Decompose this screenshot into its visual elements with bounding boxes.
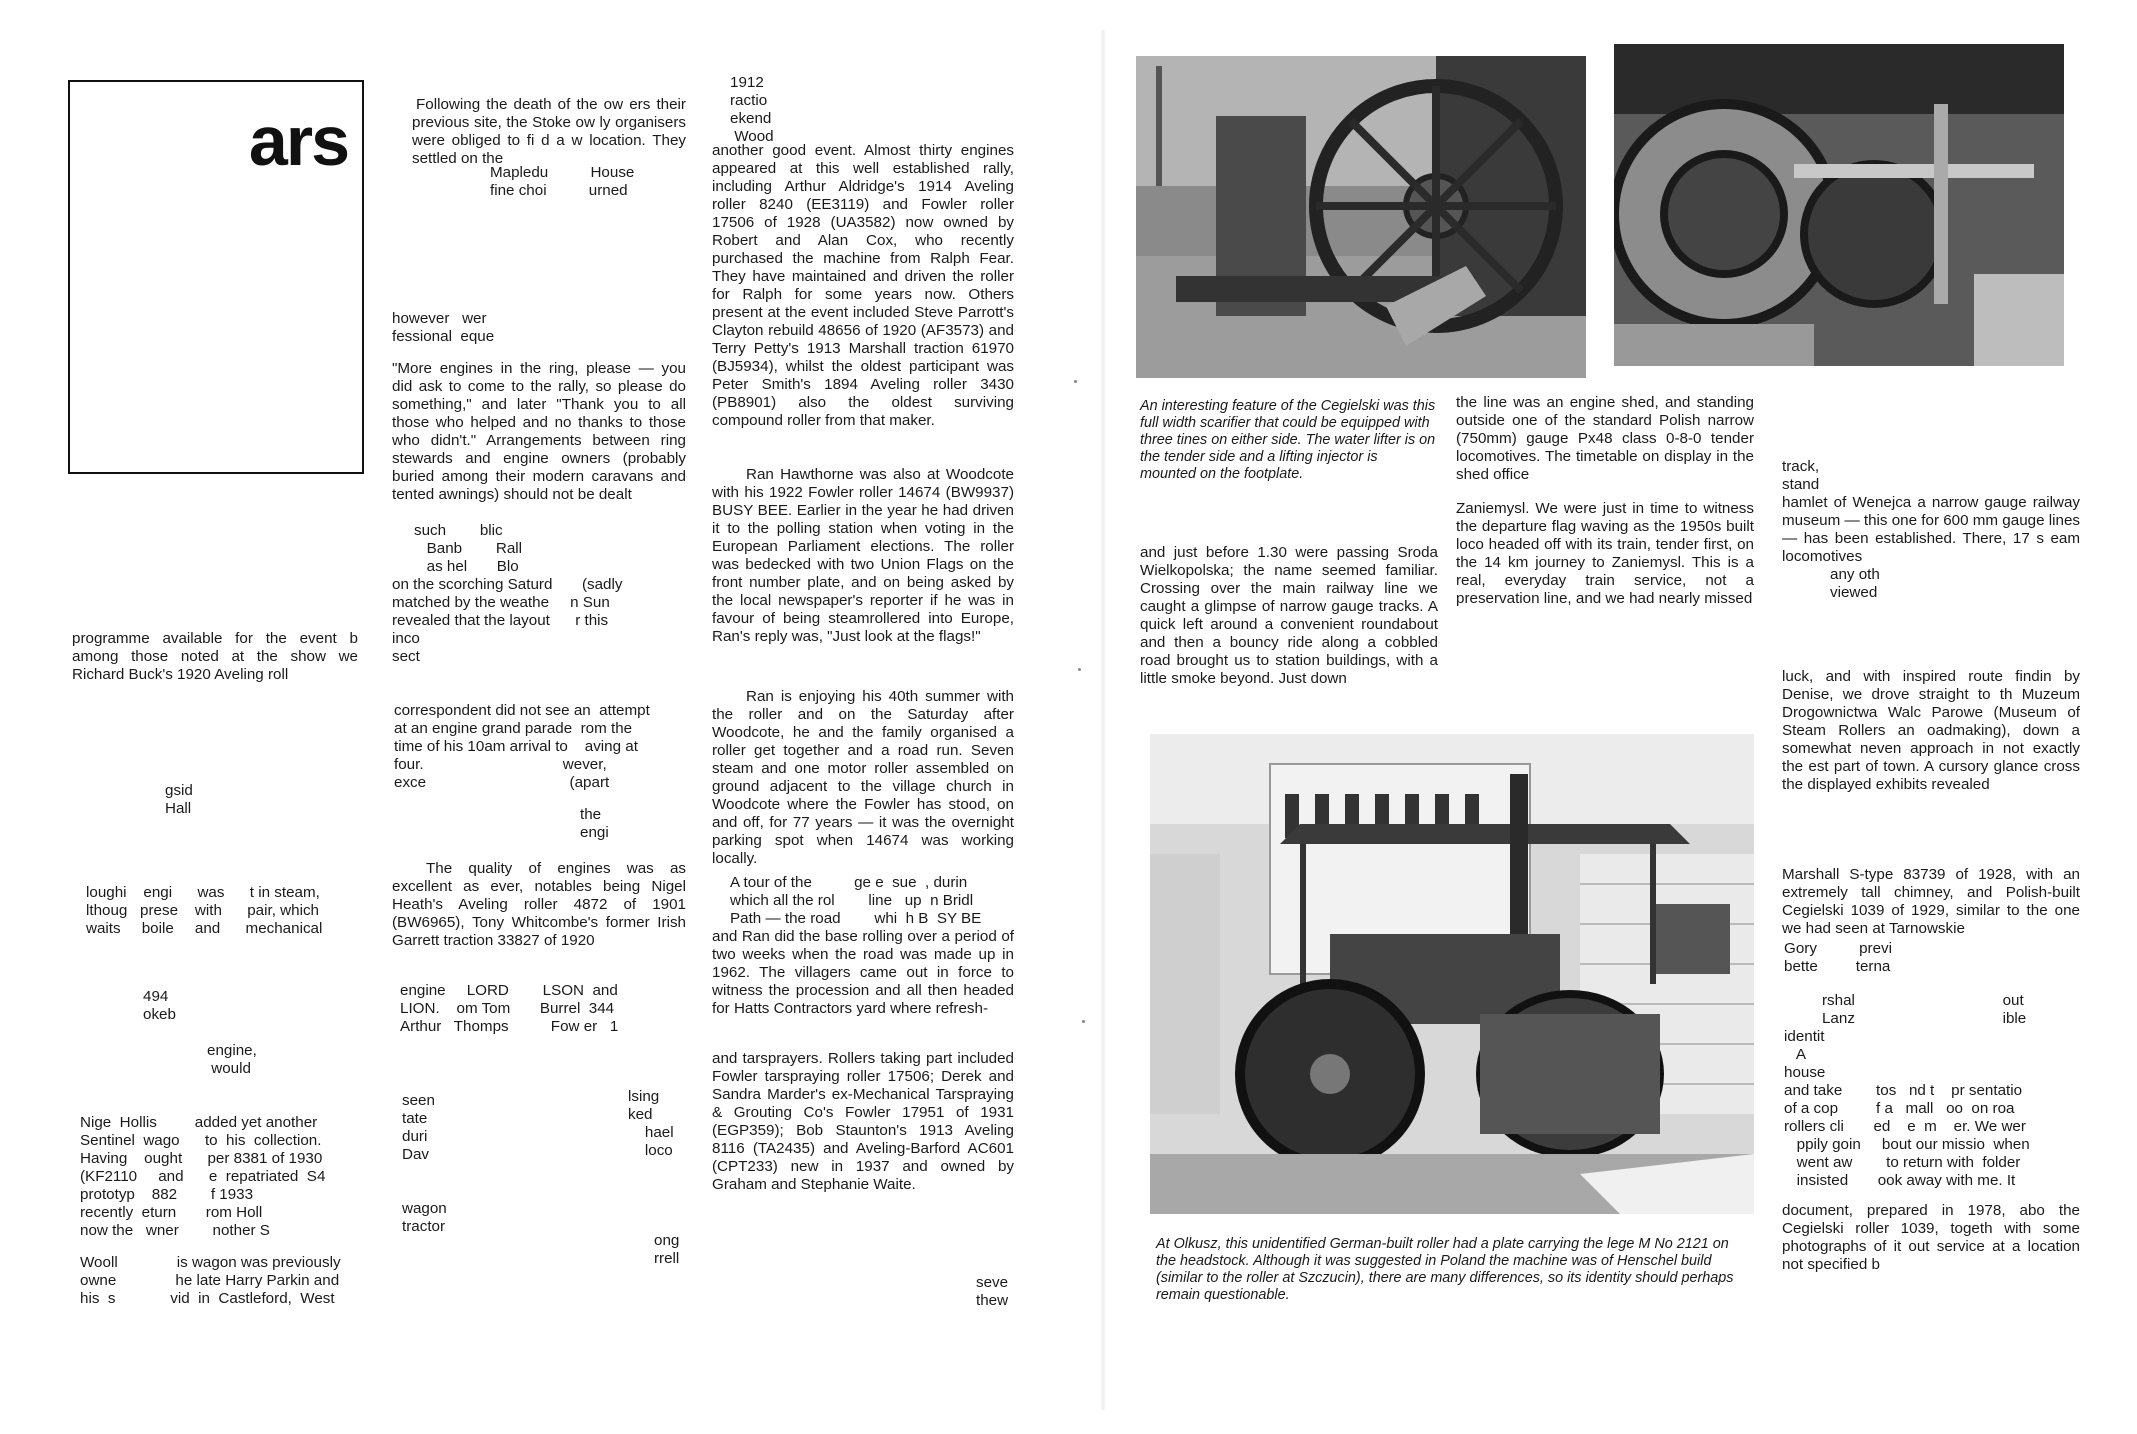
col1-frag-494: 494 okeb (143, 988, 176, 1023)
col5-para-2: Zaniemysl. We were just in time to witness the departure flag waving as the 1950s built loco headed off with its train, tender first, on the 14 km journey to Zaniemysl. This is a real, everyday train service, not a preservation line, and we had nearly missed (1456, 500, 1754, 607)
col2-frag-seen: seen tate duri Dav (402, 1092, 435, 1163)
col6-para-1: hamlet of Wenejca a narrow gauge railway museum — this one for 600 mm gauge lines — has been established. There, 17 s eam locomotives (1782, 494, 2080, 565)
photo-detail (1614, 44, 2064, 366)
col1-frag-row1: loughi engi was t in steam, (86, 884, 320, 901)
caption-olkusz: At Olkusz, this unidentified German-built roller had a plate carrying the lege M No 2121 on the headstock. Although it was suggested in Poland the machine was of Henschel build (similar to the roller at Szczucin), there are many differences, so its identity should perhaps remain questionable. (1156, 1236, 1734, 1303)
col3-frag-seve: seve thew (976, 1274, 1009, 1309)
col2-frag-wagon: wagon tractor (402, 1200, 447, 1235)
col2-frag-lsing: lsing ked hael loco (628, 1088, 674, 1159)
col2-para-2: "More engines in the ring, please — you did ask to come to the rally, so please do something," and later "Thank you to all those who helped and no thanks to those who didn't." Arrangements between ring stewards and engine owners (probably buried among their modern caravans and tented awnings) should not be dealt (392, 360, 686, 503)
col3-para-5: and tarsprayers. Rollers taking part included Fowler tarspraying roller 17506; Derek and Sandra Marder's ex-Mechanical Tarspraying & Grouting Co's Fowler 17951 of 1931 (EGP359); Bob Staunton's 1913 Aveling 8116 (TA2435) and Aveling-Barford AC601 (CPT233) new in 1937 and owned by Graham and Stephanie Waite. (712, 1050, 1014, 1193)
page-gutter (1100, 30, 1106, 1410)
col3-para-1: another good event. Almost thirty engines appeared at this well established rally, including Arthur Aldridge's 1914 Aveling roller 8240 (EE3119) and Fowler roller 17506 of 1928 (UA3582) now owned by Robert and Alan Cox, who recently purchased the machine from Ralph Fear. They have maintained and driven the roller for Ralph for some years now. Others present at the event included Steve Parrott's Clayton rebuild 48656 of 1920 (AF3573) and Terry Petty's 1913 Marshall traction 61970 (BJ5934), whilst the oldest participant was Peter Smith's 1894 Aveling roller 3430 (PB8901) also the oldest surviving compound roller from that maker. (712, 142, 1014, 429)
col1-frag-wooll: Wooll is wagon was previously owne he late Harry Parkin and his s vid in Castleford, West (80, 1254, 341, 1307)
col1-frag-engine: engine, would (207, 1042, 257, 1077)
col6-frag-any: any oth viewed (1830, 566, 1880, 601)
col1-programme: programme available for the event b among those noted at the show we Richard Buck's 1920 Aveling roll (72, 630, 358, 683)
col3-para-2: Ran Hawthorne was also at Woodcote with his 1922 Fowler roller 14674 (BW9937) BUSY BEE. Earlier in the year he had driven it to the polling station when voting in the European Parliament elections. The roller was bedecked with two Union Flags on the front number plate, and on being asked by the local newspaper's reporter if he was in favour of being steamrollered into Europe, Ran's reply was, "Just look at the flags!" (712, 466, 1014, 645)
col2-frag-such: such blic Banb Rall as hel Blo (414, 522, 523, 575)
col2-para-3: The quality of engines was as excellent as ever, notables being Nigel Heath's Aveling roller 4872 of 1901 (BW6965), Tony Whitcombe's former Irish Garrett traction 33827 of 1920 (392, 860, 686, 949)
col2-para-1: Following the death of the ow ers their previous site, the Stoke ow ly organisers were obliged to fi d a w location. They settled on the (412, 96, 686, 167)
col3-frag-tour: A tour of the ge e sue , durin which all the rol line up n Bridl Path — the road whi h B SY BE (730, 874, 982, 927)
col3-frag-1912: 1912 ractio ekend Wood (730, 74, 774, 145)
col1-frag-row2: lthoug prese with pair, which (86, 902, 319, 919)
photo-olkusz-roller (1150, 734, 1754, 1214)
col4-para-1: and just before 1.30 were passing Sroda Wielkopolska; the name seemed familiar. Crossing over the main railway line we caught a glimpse of narrow gauge tracks. A quick left around a convenient roundabout and then a bouncy ride along a cobbled road brought us to station buildings, with a little smoke beyond. Just down (1140, 544, 1438, 687)
col2-frag-however: however wer fessional eque (392, 310, 495, 345)
margin-mark (1074, 380, 1077, 383)
col2-frag-scorching: on the scorching Saturd (sadly matched by the weathe n Sun revealed that the layout r this inco sect (392, 576, 623, 665)
col6-frag-track: track, stand (1782, 458, 1820, 493)
col1-frag-row3: waits boile and mechanical (86, 920, 323, 937)
col2-frag-ong: ong rrell (654, 1232, 680, 1267)
col1-frag-gsid: gsid Hall (165, 782, 193, 817)
col6-frag-gory: Gory previ bette terna (1784, 940, 1893, 975)
col2-frag-lord: engine LORD LSON and LION. om Tom Burrel 344 Arthur Thomps Fow er 1 (400, 982, 619, 1035)
col6-para-3: Marshall S-type 83739 of 1928, with an extremely tall chimney, and Polish-built Cegielski 1039 of 1929, similar to the one we had seen at Tarnowskie (1782, 866, 2080, 937)
title-box (68, 80, 364, 474)
col3-para-3: Ran is enjoying his 40th summer with the roller and on the Saturday after Woodcote, he and the family organised a roller get together and a road run. Seven steam and one motor roller assembled on ground adjacent to the village church in Woodcote where the Fowler has stood, on and off, for 77 years — it was the overnight parking spot when 14674 was working locally. (712, 688, 1014, 867)
caption-scarifier: An interesting feature of the Cegielski was this full width scarifier that could be equipped with three tines on either side. The water lifter is on the tender side and a lifting injector is mounted on the footplate. (1140, 398, 1436, 482)
col2-frag-mapledu: Mapledu House fine choi urned (490, 164, 635, 199)
col2-frag-the: the engi (580, 806, 609, 841)
col6-para-4: document, prepared in 1978, abo the Cegielski roller 1039, togeth with some photographs of it out service at a location not specified b (1782, 1202, 2080, 1273)
photo-scarifier (1136, 56, 1586, 378)
col5-para-1: the line was an engine shed, and standing outside one of the standard Polish narrow (750mm) gauge Px48 class 0-8-0 tender locomotives. The timetable on display in the shed office (1456, 394, 1754, 483)
col3-para-4: and Ran did the base rolling over a period of two weeks when the road was made up in 1962. The villagers came out in force to witness the procession and all then headed for Hatts Contractors yard where refresh- (712, 928, 1014, 1017)
margin-mark (1082, 1020, 1085, 1023)
col6-para-2: luck, and with inspired route findin by Denise, we drove straight to th Muzeum Drogownictwa Walc Parowe (Museum of Steam Rollers an oadmaking), down a somewhat neven approach in not exactly the est part of town. A cursory glance cross the displayed exhibits revealed (1782, 668, 2080, 793)
col2-frag-correspondent: correspondent did not see an attempt at an engine grand parade rom the time of his 10am arrival to aving at four. wever, exce (apart (394, 702, 650, 791)
margin-mark (1078, 668, 1081, 671)
article-title: ars (248, 102, 348, 180)
col6-frag-rshal: rshal out Lanz ible identit A house and take tos nd t pr sentatio of a cop f a mall oo on roa rollers cli ed e m er. We wer ppily goin bout our missio when went aw to return with folder insisted ook away with me. It (1784, 992, 2030, 1189)
col1-frag-nige: Nige Hollis added yet another Sentinel wago to his collection. Having ought per 8381 of 1930 (KF2110 and e repatriated S4 prototyp 882 f 1933 recently eturn rom Holl now the wner nother S (80, 1114, 326, 1239)
